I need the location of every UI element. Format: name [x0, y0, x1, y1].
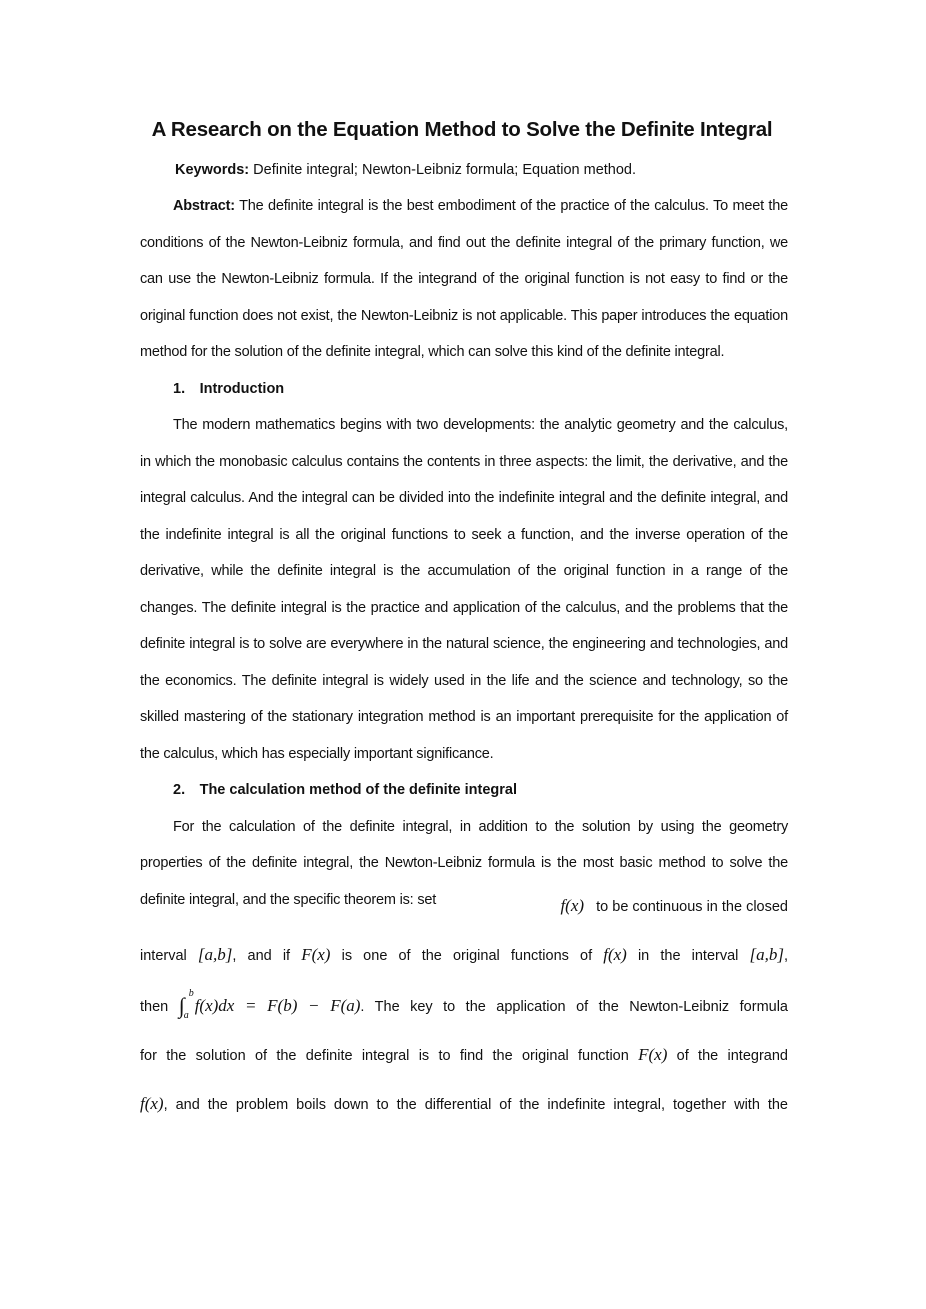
newton-leibniz-formula — [178, 987, 361, 1021]
keywords-text: Definite integral; Newton-Leibniz formula; Equation method. — [253, 162, 637, 178]
original-function-line — [140, 1031, 788, 1080]
paper-title: A Research on the Equation Method to Solve the Definite Integral — [151, 118, 773, 141]
then-text: then — [140, 998, 169, 1015]
keywords-label: Keywords: — [175, 162, 250, 178]
math-fx: f(x) — [560, 895, 585, 915]
calculation-intro-text: For the calculation of the definite integral, in addition to the solution by using the geometry properties of the definite integral, the Newton-Leibniz formula is the most basic method to solve the definite integral, and the specific theorem is: set — [140, 818, 788, 908]
document-page — [140, 118, 788, 1129]
abstract-paragraph — [140, 188, 788, 371]
math-Fx-2: F(x) — [638, 1044, 668, 1064]
interval-line — [140, 931, 788, 980]
for-solution-text: for the solution of the definite integral is to find the original function — [140, 1047, 629, 1064]
integral-sign: ∫ b a — [179, 980, 195, 1030]
of-integrand-text: of the integrand — [676, 1047, 788, 1064]
is-one-of-text: is one of the original functions of — [341, 947, 593, 964]
math-interval-ab-2: [a,b] — [749, 944, 784, 964]
formula-line — [140, 980, 788, 1031]
math-Fx: F(x) — [301, 944, 331, 964]
continuity-text: to be continuous in the closed — [596, 898, 788, 915]
formula-body: f(x)dx = F(b) − F(a) — [194, 995, 361, 1015]
boils-down-line — [140, 1080, 788, 1129]
section-heading-calculation-method: 2. The calculation method of the definite integral — [173, 782, 518, 798]
math-fx-2: f(x) — [603, 944, 627, 964]
and-if-text: , and if — [232, 947, 291, 964]
integral-upper-bound: b — [188, 987, 194, 999]
key-application-text: . The key to the application of the Newton-Leibniz formula — [360, 998, 788, 1015]
introduction-paragraph: The modern mathematics begins with two developments: the analytic geometry and the calculus, in which the monobasic calculus contains the contents in three aspects: the limit, the derivative, and the integral calculus. And the integral can be divided into the indefinite integral and the definite integral, and the indefinite integral is all the original functions to seek a function, and the inverse operation of the derivative, while the definite integral is the accumulation of the original function in a range of the changes. The definite integral is the practice and application of the calculus, and the problems that the definite integral is to solve are everywhere in the natural science, the engineering and technologies, and the economics. The definite integral is widely used in the life and the science and technology, so the skilled mastering of the stationary integration method is an important prerequisite for the application of the calculus, which has especially important significance. — [140, 417, 788, 762]
abstract-text: The definite integral is the best embodiment of the practice of the calculus. To meet the conditions of the Newton-Leibniz formula, and find out the definite integral of the primary function, we can use the Newton-Leibniz formula. If the integrand of the original function is not easy to find or the original function does not exist, the Newton-Leibniz is not applicable. This paper introduces the equation method for the solution of the definite integral, which can solve this kind of the definite integral. — [140, 198, 788, 360]
section-heading-introduction: 1. Introduction — [173, 380, 285, 397]
comma-text: , — [784, 947, 789, 964]
math-interval-ab: [a,b] — [197, 944, 233, 964]
integral-lower-bound: a — [183, 1009, 189, 1021]
interval-word: interval — [140, 947, 187, 964]
in-interval-text: in the interval — [637, 947, 739, 964]
abstract-label: Abstract: — [173, 198, 235, 214]
math-fx-3: f(x) — [140, 1093, 164, 1113]
keywords-line — [140, 160, 788, 180]
boils-down-text: , and the problem boils down to the differential of the indefinite integral, together with the — [163, 1096, 788, 1113]
